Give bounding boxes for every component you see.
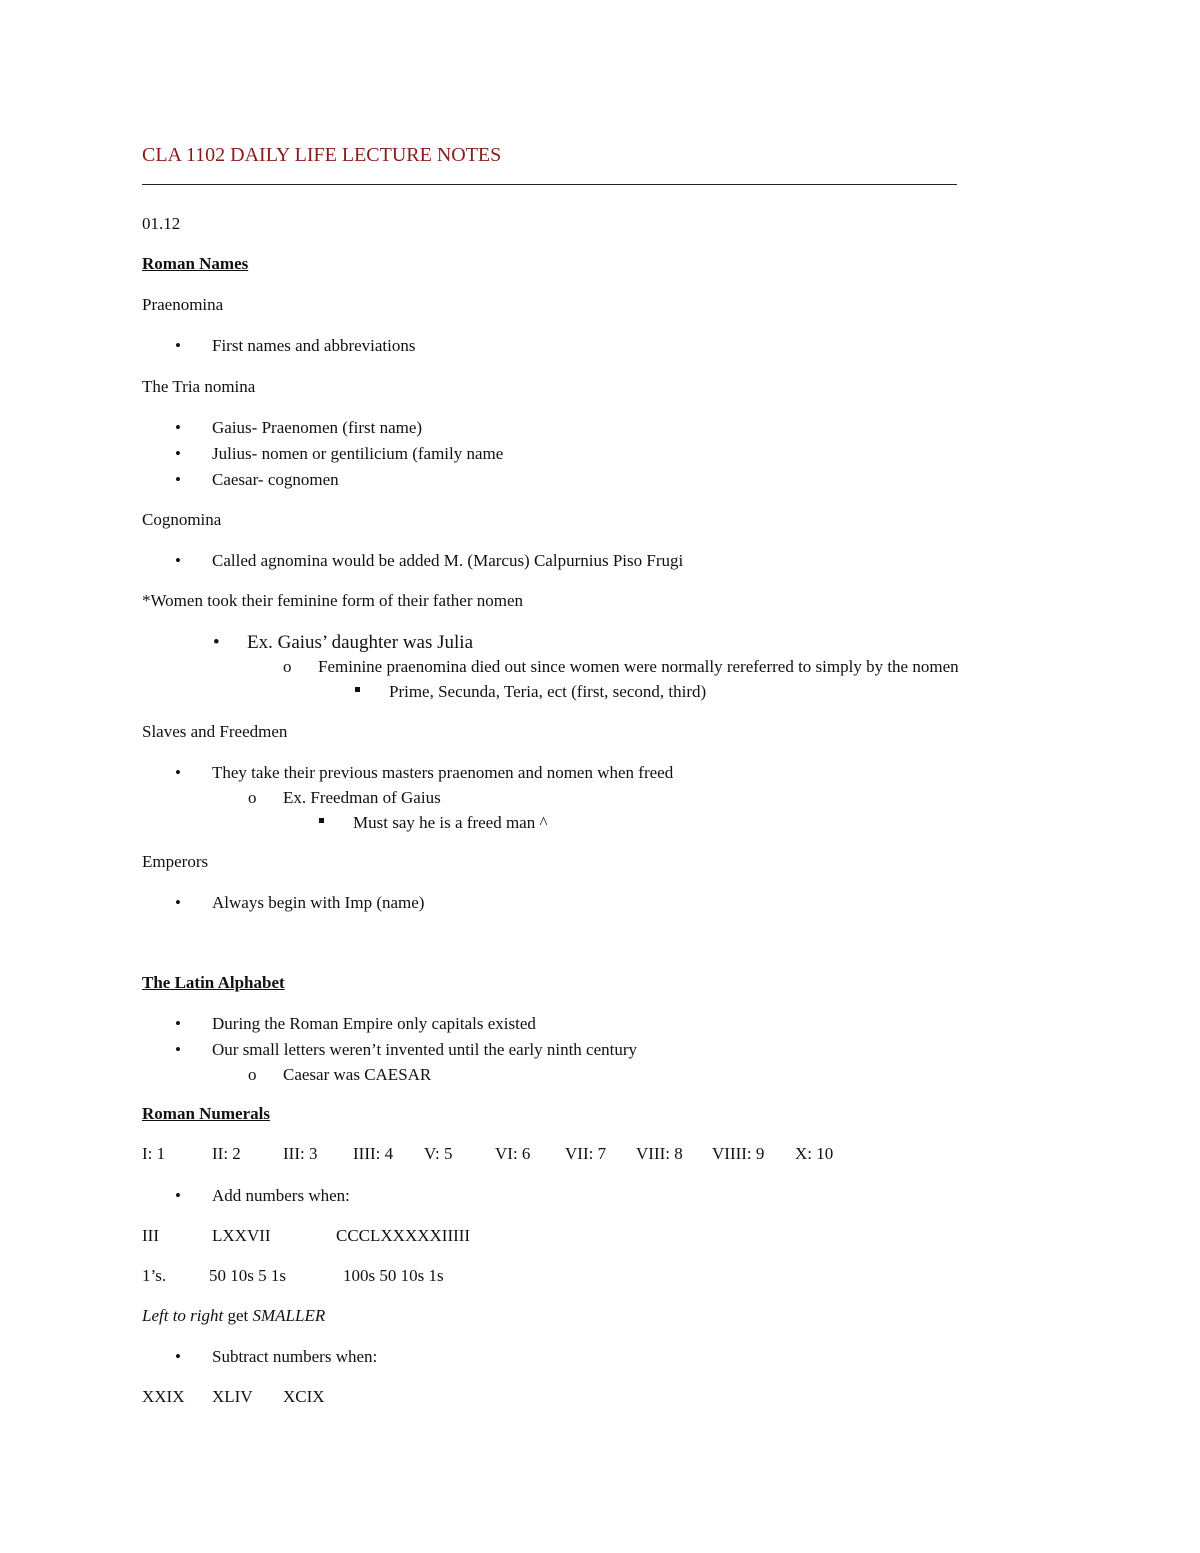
bullet-icon: • bbox=[175, 893, 181, 912]
bullet-icon: • bbox=[175, 551, 181, 570]
list-item: Julius- nomen or gentilicium (family name bbox=[212, 444, 504, 463]
bullet-icon: • bbox=[175, 444, 181, 463]
list-item: First names and abbreviations bbox=[212, 336, 416, 355]
list-item: Gaius- Praenomen (first name) bbox=[212, 418, 423, 437]
rule-mid-text: get bbox=[223, 1306, 253, 1325]
bullet-icon: • bbox=[175, 1347, 181, 1366]
numeral-example: III bbox=[142, 1226, 159, 1245]
numeral-example: XCIX bbox=[283, 1387, 325, 1406]
rule-left-text: Left to right bbox=[142, 1306, 224, 1325]
section-heading-latin-alphabet: The Latin Alphabet bbox=[142, 973, 285, 992]
list-item: Always begin with Imp (name) bbox=[212, 893, 425, 912]
bullet-icon: • bbox=[175, 1186, 181, 1205]
bullet-icon: • bbox=[175, 336, 181, 355]
bullet-icon: • bbox=[175, 1040, 181, 1059]
sub-sub-list-item: Prime, Secunda, Teria, ect (first, second, third) bbox=[389, 682, 707, 701]
square-bullet-icon bbox=[319, 818, 324, 823]
document-title: CLA 1102 DAILY LIFE LECTURE NOTES bbox=[142, 144, 502, 166]
numeral-rule bbox=[142, 1307, 325, 1324]
numeral-example: CCCLXXXXXIIIII bbox=[336, 1226, 471, 1245]
numeral-value: VI: 6 bbox=[495, 1144, 531, 1163]
rule-right-text: SMALLER bbox=[252, 1306, 326, 1325]
bullet-icon: • bbox=[175, 763, 181, 782]
circle-bullet-icon: o bbox=[283, 657, 292, 676]
numeral-value: II: 2 bbox=[212, 1144, 241, 1163]
cognomina-label: Cognomina bbox=[142, 510, 222, 529]
numeral-value: III: 3 bbox=[283, 1144, 318, 1163]
numeral-breakdown: 100s 50 10s 1s bbox=[343, 1266, 444, 1285]
list-item: Caesar- cognomen bbox=[212, 470, 339, 489]
numeral-value: X: 10 bbox=[795, 1144, 834, 1163]
title-divider bbox=[142, 184, 957, 185]
numeral-value: IIII: 4 bbox=[353, 1144, 394, 1163]
lecture-date: 01.12 bbox=[142, 214, 181, 233]
numeral-example: XLIV bbox=[212, 1387, 253, 1406]
numeral-value: VII: 7 bbox=[565, 1144, 607, 1163]
numeral-value: VIII: 8 bbox=[636, 1144, 683, 1163]
sub-list-item: Caesar was CAESAR bbox=[283, 1065, 432, 1084]
list-item: Subtract numbers when: bbox=[212, 1347, 378, 1366]
women-note: *Women took their feminine form of their father nomen bbox=[142, 591, 524, 610]
sub-list-item: Feminine praenomina died out since women were normally rereferred to simply by the nomen bbox=[318, 657, 959, 676]
sub-list-item: Ex. Freedman of Gaius bbox=[283, 788, 441, 807]
list-item: Add numbers when: bbox=[212, 1186, 350, 1205]
list-item: Ex. Gaius’ daughter was Julia bbox=[247, 632, 474, 653]
section-heading-roman-names: Roman Names bbox=[142, 254, 249, 273]
numeral-value: VIIII: 9 bbox=[712, 1144, 765, 1163]
numeral-breakdown: 1’s. bbox=[142, 1266, 167, 1285]
numeral-value: I: 1 bbox=[142, 1144, 166, 1163]
tria-nomina-label: The Tria nomina bbox=[142, 377, 256, 396]
list-item: Called agnomina would be added M. (Marcus) Calpurnius Piso Frugi bbox=[212, 551, 684, 570]
emperors-label: Emperors bbox=[142, 852, 209, 871]
sub-sub-list-item: Must say he is a freed man ^ bbox=[353, 813, 548, 832]
list-item: During the Roman Empire only capitals existed bbox=[212, 1014, 536, 1033]
circle-bullet-icon: o bbox=[248, 1065, 257, 1084]
numeral-example: LXXVII bbox=[212, 1226, 271, 1245]
square-bullet-icon bbox=[355, 687, 360, 692]
bullet-icon: • bbox=[213, 632, 220, 653]
numeral-value: V: 5 bbox=[424, 1144, 453, 1163]
numeral-breakdown: 50 10s 5 1s bbox=[209, 1266, 286, 1285]
list-item: They take their previous masters praenomen and nomen when freed bbox=[212, 763, 674, 782]
circle-bullet-icon: o bbox=[248, 788, 257, 807]
slaves-label: Slaves and Freedmen bbox=[142, 722, 288, 741]
numeral-example: XXIX bbox=[142, 1387, 185, 1406]
bullet-icon: • bbox=[175, 1014, 181, 1033]
bullet-icon: • bbox=[175, 418, 181, 437]
praenomina-label: Praenomina bbox=[142, 295, 224, 314]
section-heading-roman-numerals: Roman Numerals bbox=[142, 1104, 270, 1123]
bullet-icon: • bbox=[175, 470, 181, 489]
list-item: Our small letters weren’t invented until the early ninth century bbox=[212, 1040, 638, 1059]
